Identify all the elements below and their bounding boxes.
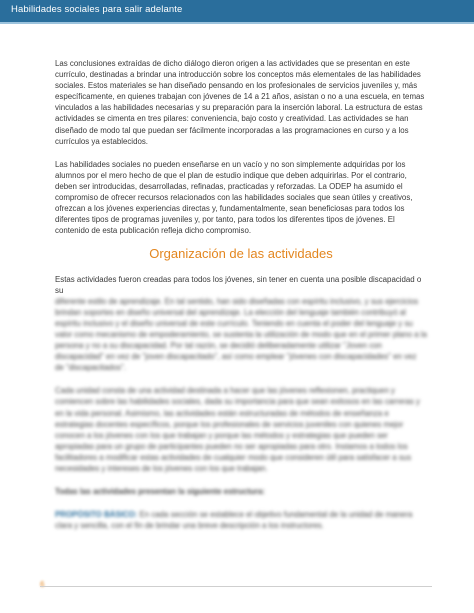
purpose-text: En cada sección se establece el objetivo fundamental de la unidad de manera clara y sencilla, con el fin de brindar una breve descripción a los instructores. [55, 510, 413, 531]
page-number: 6 [40, 580, 45, 589]
blurred-paragraph-3: Todas las actividades presentan la siguiente estructura: [55, 487, 265, 497]
document-body [55, 58, 427, 543]
header-bar [0, 0, 474, 24]
paragraph-1: Las conclusiones extraídas de dicho diálogo dieron origen a las actividades que se presentan en este currículo, destinadas a brindar una introducción sobre los conceptos más elementales de las habilidades sociales. Estos materiales se han diseñado pensando en los profesionales de servicios juveniles y, más específicamente, en quienes trabajan con jóvenes de 14 a 21 años, asistan o no a una escuela, en temas vinculados a las habilidades necesarias y su preparación para la inserción laboral. La estructura de estas actividades se cimenta en tres pilares: conveniencia, bajo costo y creatividad. Las actividades se han diseñado de modo tal que puedan ser fácilmente incorporadas a las programaciones en curso y a los currículos ya establecidos. [55, 59, 425, 146]
header-title: Habilidades sociales para salir adelante [11, 4, 183, 15]
blurred-paragraph-2: Cada unidad consta de una actividad destinada a hacer que las jóvenes reflexionen, practiquen y comiencen sobre las habilidades sociales, dada su importancia para que sean exitosos en las carreras y en la vida personal. Asimismo, las actividades están estructuradas de métodos de enseñanza e estrategias docentes específicos, porque los profesionales de servicios juveniles con quienes mejor conocen a los jóvenes con los que trabajan y porque las métodos y estrategias que pueden ser apropiadas para un grupo de participantes pueden no ser apropiadas para otro. Instamos a todos los facilitadores a modificar estas actividades de cualquier modo que consideren útil para satisfacer a sus necesidades y intereses de los jóvenes con los que trabajan. [55, 386, 420, 473]
blurred-paragraph-1: diferente estilo de aprendizaje. En tal sentido, han sido diseñadas con espíritu inclusivo, y sus ejercicios brindan soportes en diseño universal del aprendizaje. La elección del lenguaje también contribuyó al espíritu inclusivo y el diseño universal de este currículo. Teniendo en cuenta el poder del lenguaje y su valor como mecanismo de empoderamiento, se sustenta la utilización de modo que en el primer plano a la persona y no a su discapacidad. Por tal razón, se decidió deliberadamente utilizar "Joven con discapacidad" en vez de "joven discapacitado", así como emplear "jóvenes con discapacidades" en vez de "discapacitados". [55, 296, 427, 373]
section-intro-text: Estas actividades fueron creadas para todos los jóvenes, sin tener en cuenta una posible discapacidad o su [55, 274, 422, 295]
blurred-paragraph-4 [55, 509, 427, 531]
paragraph-2: Las habilidades sociales no pueden enseñarse en un vacío y no son simplemente adquiridas por los alumnos por el mero hecho de que el plan de estudio indique que deben adquirirlas. Por el contrario, deben ser introducidas, desarrolladas, refinadas, practicadas y reforzadas. La ODEP ha asumido el compromiso de ofrecer recursos relacionados con las habilidades sociales que sean útiles y creativos, ofrezcan a los jóvenes experiencias directas y, fundamentalmente, sean beneficiosas para todos los diferentes tipos de programas juveniles y, por tanto, para todos los diferentes tipos de jóvenes. El contenido de esta publicación refleja dicho compromiso. [55, 159, 413, 236]
section-intro [55, 274, 427, 296]
section-title: Organización de las actividades [149, 246, 333, 262]
footer-divider [40, 586, 432, 587]
purpose-tag: PROPÓSITO BÁSICO: [55, 510, 138, 520]
